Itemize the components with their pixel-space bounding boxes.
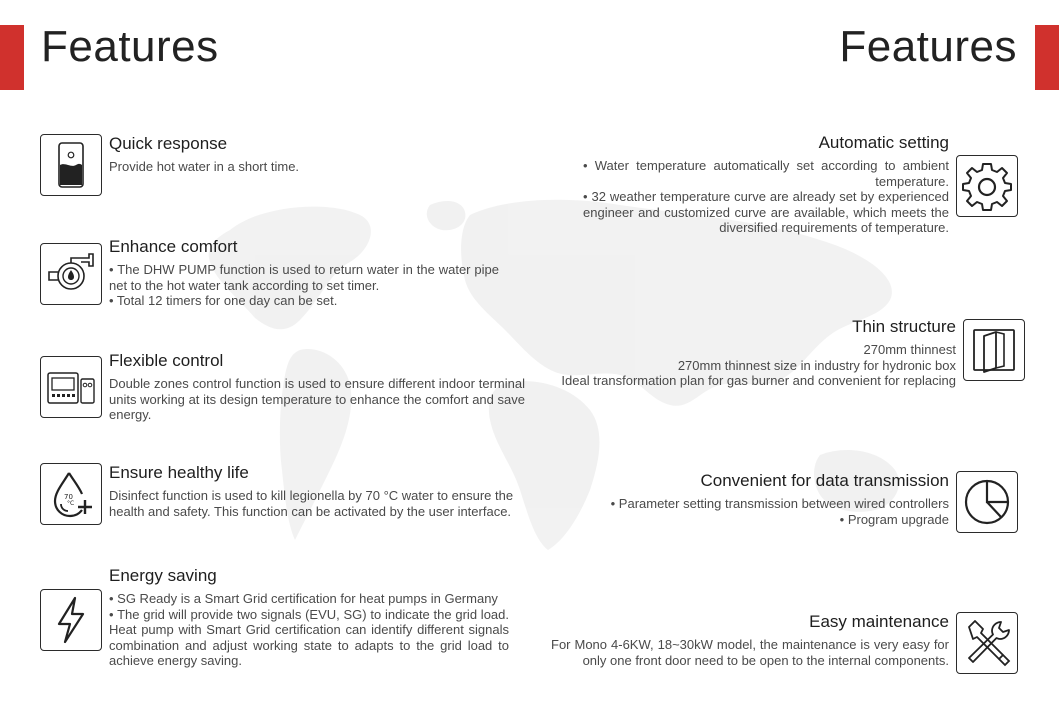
feature-text: • Water temperature automatically set according to ambient temperature. bbox=[583, 158, 949, 189]
feature-energy-saving bbox=[109, 566, 509, 669]
feature-text: • Program upgrade bbox=[839, 511, 949, 527]
feature-title: Convenient for data transmission bbox=[700, 471, 949, 490]
flexible-control-icon-box bbox=[40, 356, 102, 418]
pie-chart-icon bbox=[961, 476, 1013, 528]
water-tank-icon bbox=[45, 139, 97, 191]
feature-text: Provide hot water in a short time. bbox=[109, 159, 300, 174]
feature-flexible-control bbox=[109, 351, 525, 423]
lightning-icon bbox=[45, 594, 97, 646]
feature-title: Energy saving bbox=[109, 566, 217, 585]
feature-title: Quick response bbox=[109, 134, 228, 153]
svg-text:70: 70 bbox=[64, 493, 73, 501]
feature-text: • The grid will provide two signals (EVU, SG) to indicate the grid load. Heat pump with Smart Grid certification can identify different signals combination and adjust working state to adapts to the grid load to achieve energy saving. bbox=[109, 606, 509, 668]
feature-quick-response bbox=[109, 134, 525, 175]
feature-title: Easy maintenance bbox=[809, 612, 949, 631]
feature-title: Flexible control bbox=[109, 351, 224, 370]
automatic-setting-icon-box bbox=[956, 155, 1018, 217]
energy-saving-icon-box bbox=[40, 589, 102, 651]
healthy-life-icon-box bbox=[40, 463, 102, 525]
controller-icon bbox=[45, 361, 97, 413]
feature-title: Automatic setting bbox=[818, 133, 949, 152]
feature-ensure-healthy-life bbox=[109, 463, 519, 519]
svg-text:°C: °C bbox=[67, 500, 75, 507]
feature-text: Double zones control function is used to ensure different indoor terminal units working at its design temperature to enhance the comfort and save energy. bbox=[109, 376, 525, 422]
feature-text: Disinfect function is used to kill legionella by 70 °C water to ensure the health and safety. This function can be activated by the user interface. bbox=[109, 488, 514, 519]
feature-data-transmission bbox=[560, 471, 949, 527]
quick-response-icon-box bbox=[40, 134, 102, 196]
feature-easy-maintenance bbox=[551, 612, 949, 668]
easy-maintenance-icon-box bbox=[956, 612, 1018, 674]
feature-text: • The DHW PUMP function is used to return water in the water pipe net to the hot water tank according to set timer. bbox=[109, 262, 499, 293]
feature-enhance-comfort bbox=[109, 237, 499, 309]
feature-text: 270mm thinnest size in industry for hydronic box bbox=[677, 357, 956, 373]
thin-structure-icon-box bbox=[963, 319, 1025, 381]
thin-panel-icon bbox=[968, 324, 1020, 376]
feature-text: • SG Ready is a Smart Grid certification for heat pumps in Germany bbox=[109, 591, 498, 606]
feature-text: For Mono 4-6KW, 18~30kW model, the maintenance is very easy for only one front door need to be open to the internal components. bbox=[551, 637, 949, 668]
feature-text: Ideal transformation plan for gas burner and convenient for replacing bbox=[561, 373, 956, 388]
gear-icon bbox=[961, 160, 1013, 212]
feature-text: • Total 12 timers for one day can be set. bbox=[109, 293, 338, 308]
disinfect-drop-icon bbox=[45, 468, 97, 520]
page-title-left: Features bbox=[41, 22, 219, 71]
feature-thin-structure bbox=[540, 317, 956, 389]
pump-icon bbox=[45, 248, 97, 300]
accent-bar-right bbox=[1035, 25, 1059, 90]
feature-text: 270mm thinnest bbox=[863, 342, 956, 357]
feature-title: Enhance comfort bbox=[109, 237, 238, 256]
feature-text: • 32 weather temperature curve are already set by experienced engineer and customized curve are available, which meets the diversified requirements of temperature. bbox=[583, 189, 949, 235]
feature-text: • Parameter setting transmission between wired controllers bbox=[610, 496, 949, 511]
data-transmission-icon-box bbox=[956, 471, 1018, 533]
feature-title: Thin structure bbox=[852, 317, 956, 336]
tools-icon bbox=[961, 617, 1013, 669]
accent-bar-left bbox=[0, 25, 24, 90]
feature-title: Ensure healthy life bbox=[109, 463, 249, 482]
page-title-right: Features bbox=[839, 22, 1017, 71]
feature-automatic-setting bbox=[583, 133, 949, 236]
enhance-comfort-icon-box bbox=[40, 243, 102, 305]
